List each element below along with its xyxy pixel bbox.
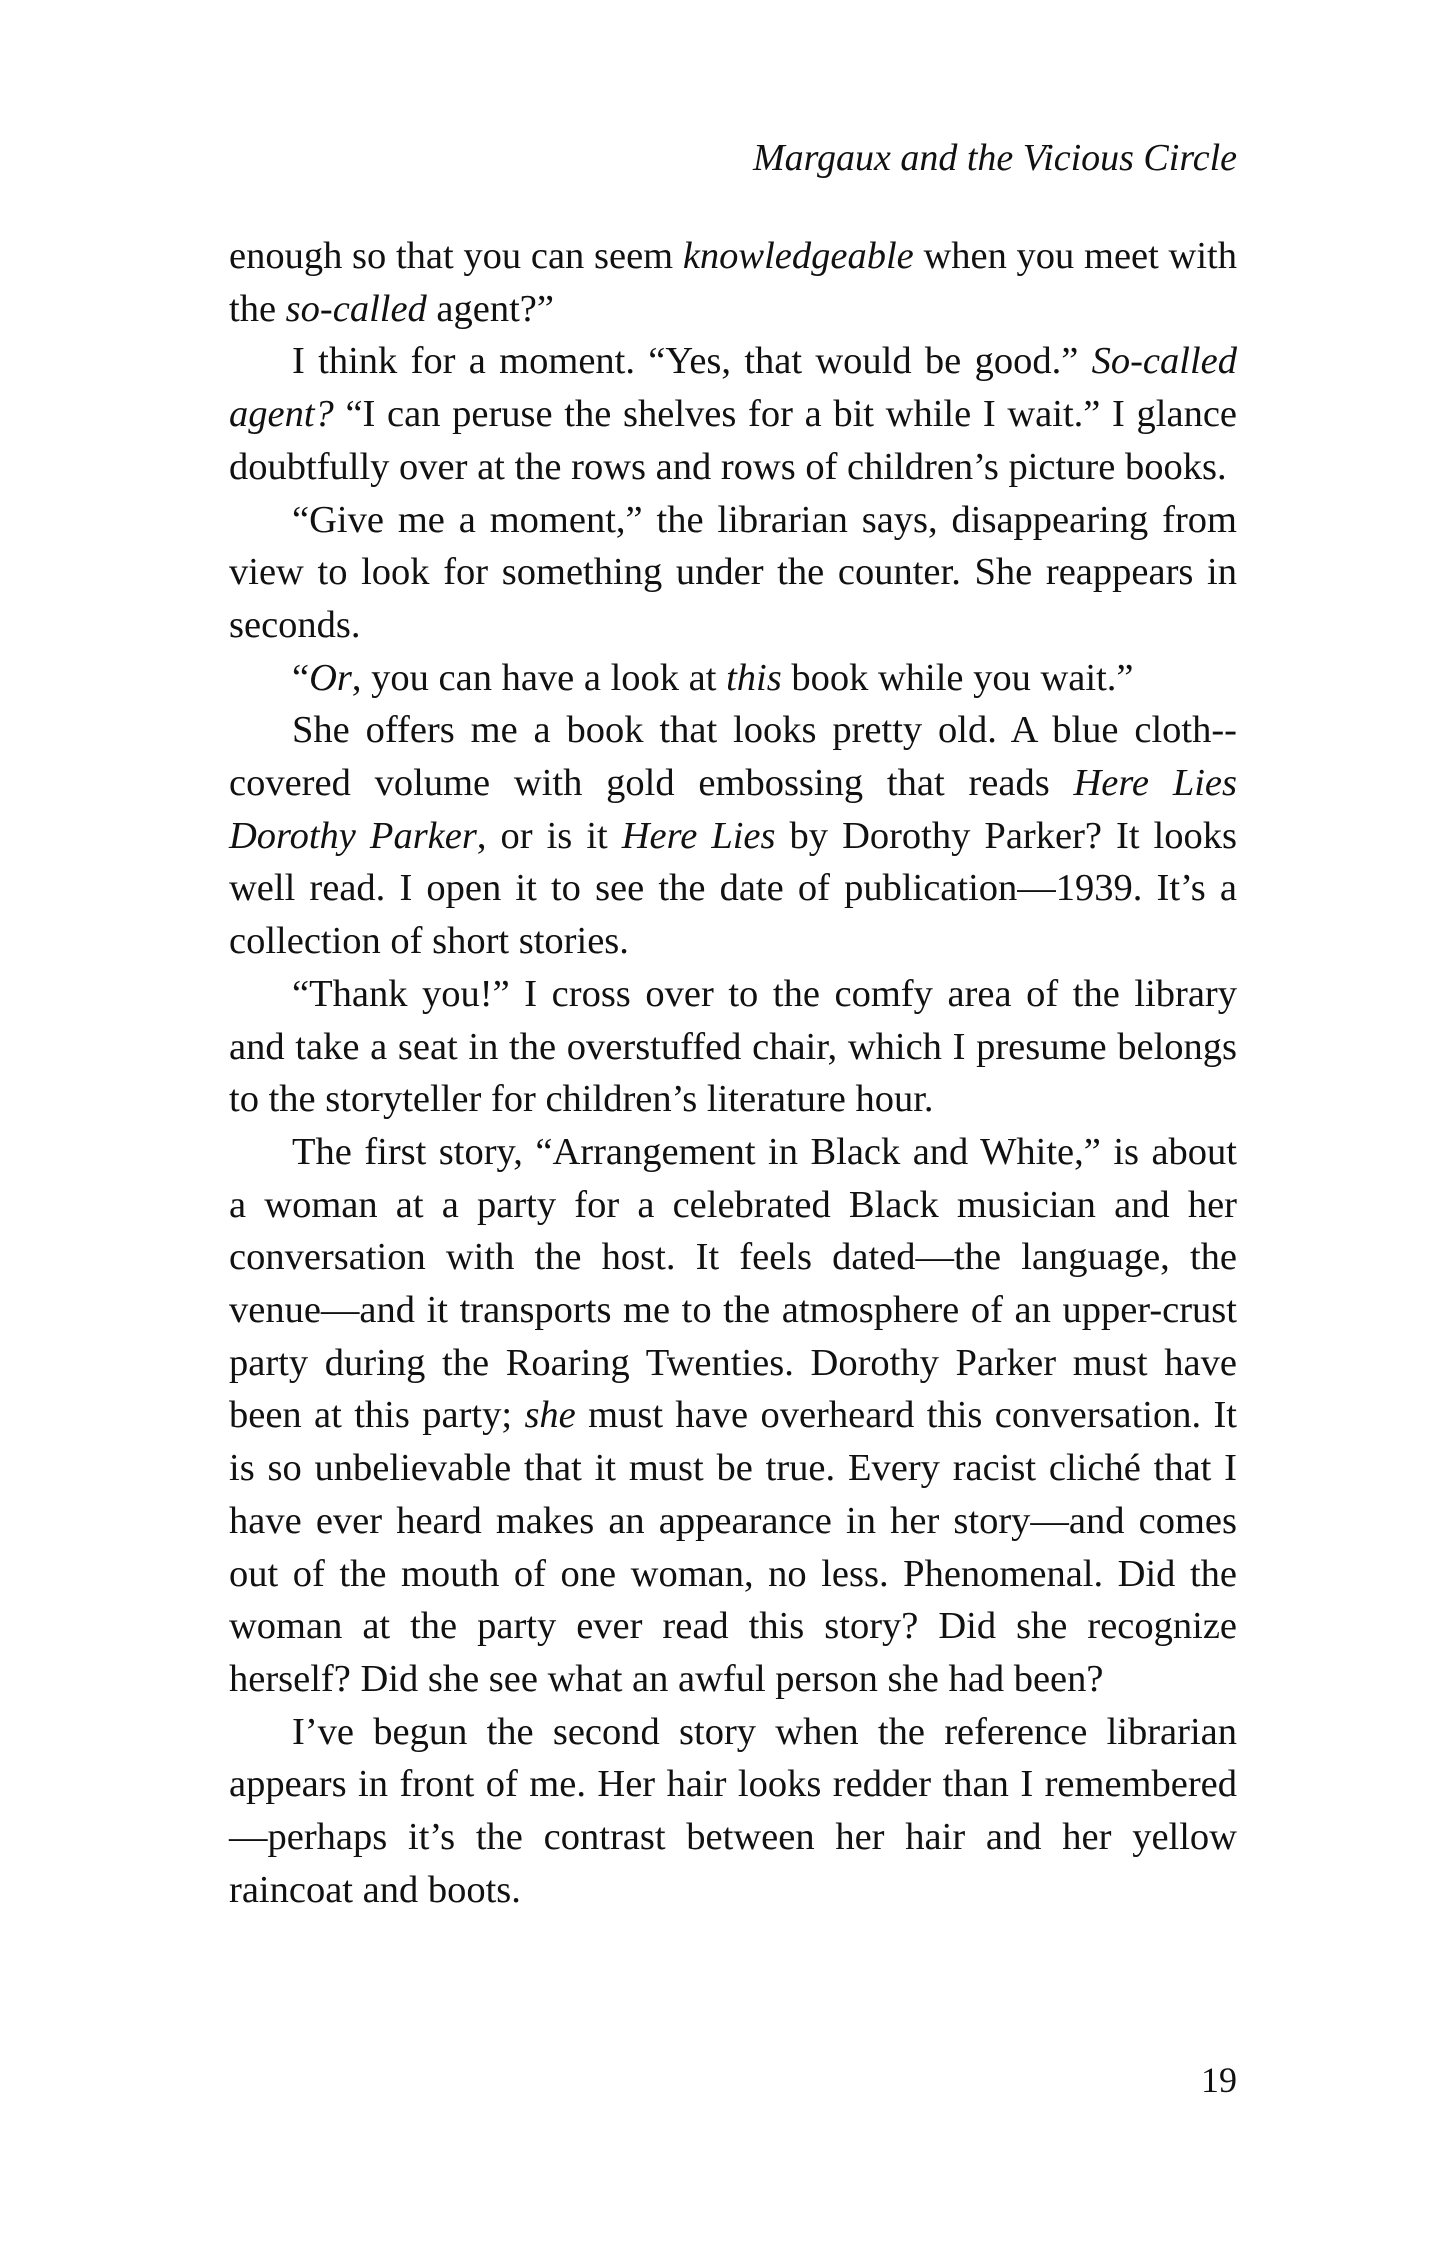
italic-text: So-called agent? — [229, 340, 1237, 436]
text-run: She offers me a book that looks pretty old. A blue cloth-covered volume with gold embossing that reads — [229, 709, 1237, 805]
text-run: must have overheard this conversation. It is so unbelievable that it must be true. Every racist cliché that I have ever heard makes an appearance in her story—and comes out of the mouth of one woman, no less. Phenomenal. Did the woman at the party ever read this story? Did she recognize herself? Did she see what an awful person she had been? — [229, 1394, 1238, 1700]
paragraph — [229, 652, 1237, 705]
text-run: enough so that you can seem — [229, 235, 683, 277]
paragraph — [229, 968, 1237, 1126]
paragraph — [229, 335, 1237, 493]
paragraph — [229, 704, 1237, 968]
italic-text: Or — [309, 656, 352, 699]
paragraph — [229, 230, 1237, 335]
text-run: when you meet with the — [229, 235, 1237, 330]
paragraph — [229, 1706, 1237, 1917]
page-number: 19 — [1201, 2060, 1237, 2100]
italic-text: so-called — [285, 287, 427, 330]
text-run: “Thank you!” I cross over to the comfy area of the library and take a seat in the overstuffed chair, which I presume belongs to the storyteller for children’s literature hour. — [229, 972, 1237, 1121]
italic-text: Here Lies — [621, 814, 776, 857]
text-run: I’ve begun the second story when the reference librarian appears in front of me. Her hair looks redder than I remembered—perhaps it’s the contrast between her hair and her yellow raincoat and boots. — [229, 1710, 1237, 1911]
text-run: I think for a moment. “Yes, that would be good.” — [292, 340, 1092, 383]
text-run: The first story, “Arrangement in Black and White,” is about a woman at a party for a celebrated Black musician and her conversation with the host. It feels dated—the language, the venue—and it transports me to the atmosphere of an upper-crust party during the Roaring Twenties. Dorothy Parker must have been at this party; — [229, 1130, 1237, 1437]
text-run: “I can peruse the shelves for a bit while I wait.” I glance doubtfully over at the rows and rows of children’s picture books. — [229, 393, 1237, 488]
italic-text: knowledgeable — [682, 235, 914, 277]
text-run: agent?” — [426, 287, 554, 330]
text-run: “ — [292, 656, 310, 699]
text-run: book while you wait.” — [781, 656, 1134, 699]
running-head: Margaux and the Vicious Circle — [752, 137, 1237, 179]
italic-text: this — [726, 656, 782, 699]
paragraph — [229, 1126, 1237, 1706]
text-run: “Give me a moment,” the librarian says, disappearing from view to look for something under the counter. She reappears in seconds. — [229, 498, 1237, 646]
italic-text: she — [524, 1394, 576, 1437]
paragraph — [229, 494, 1237, 652]
text-run: , you can have a look at — [351, 656, 727, 699]
text-run: , or is it — [476, 814, 622, 857]
text-run: by Dorothy Parker? It looks well read. I open it to see the date of publication—1939. It’s a collection of short stories. — [229, 814, 1237, 963]
body-text — [229, 230, 1237, 1917]
italic-text: Here Lies Dorothy Parker — [229, 762, 1237, 857]
